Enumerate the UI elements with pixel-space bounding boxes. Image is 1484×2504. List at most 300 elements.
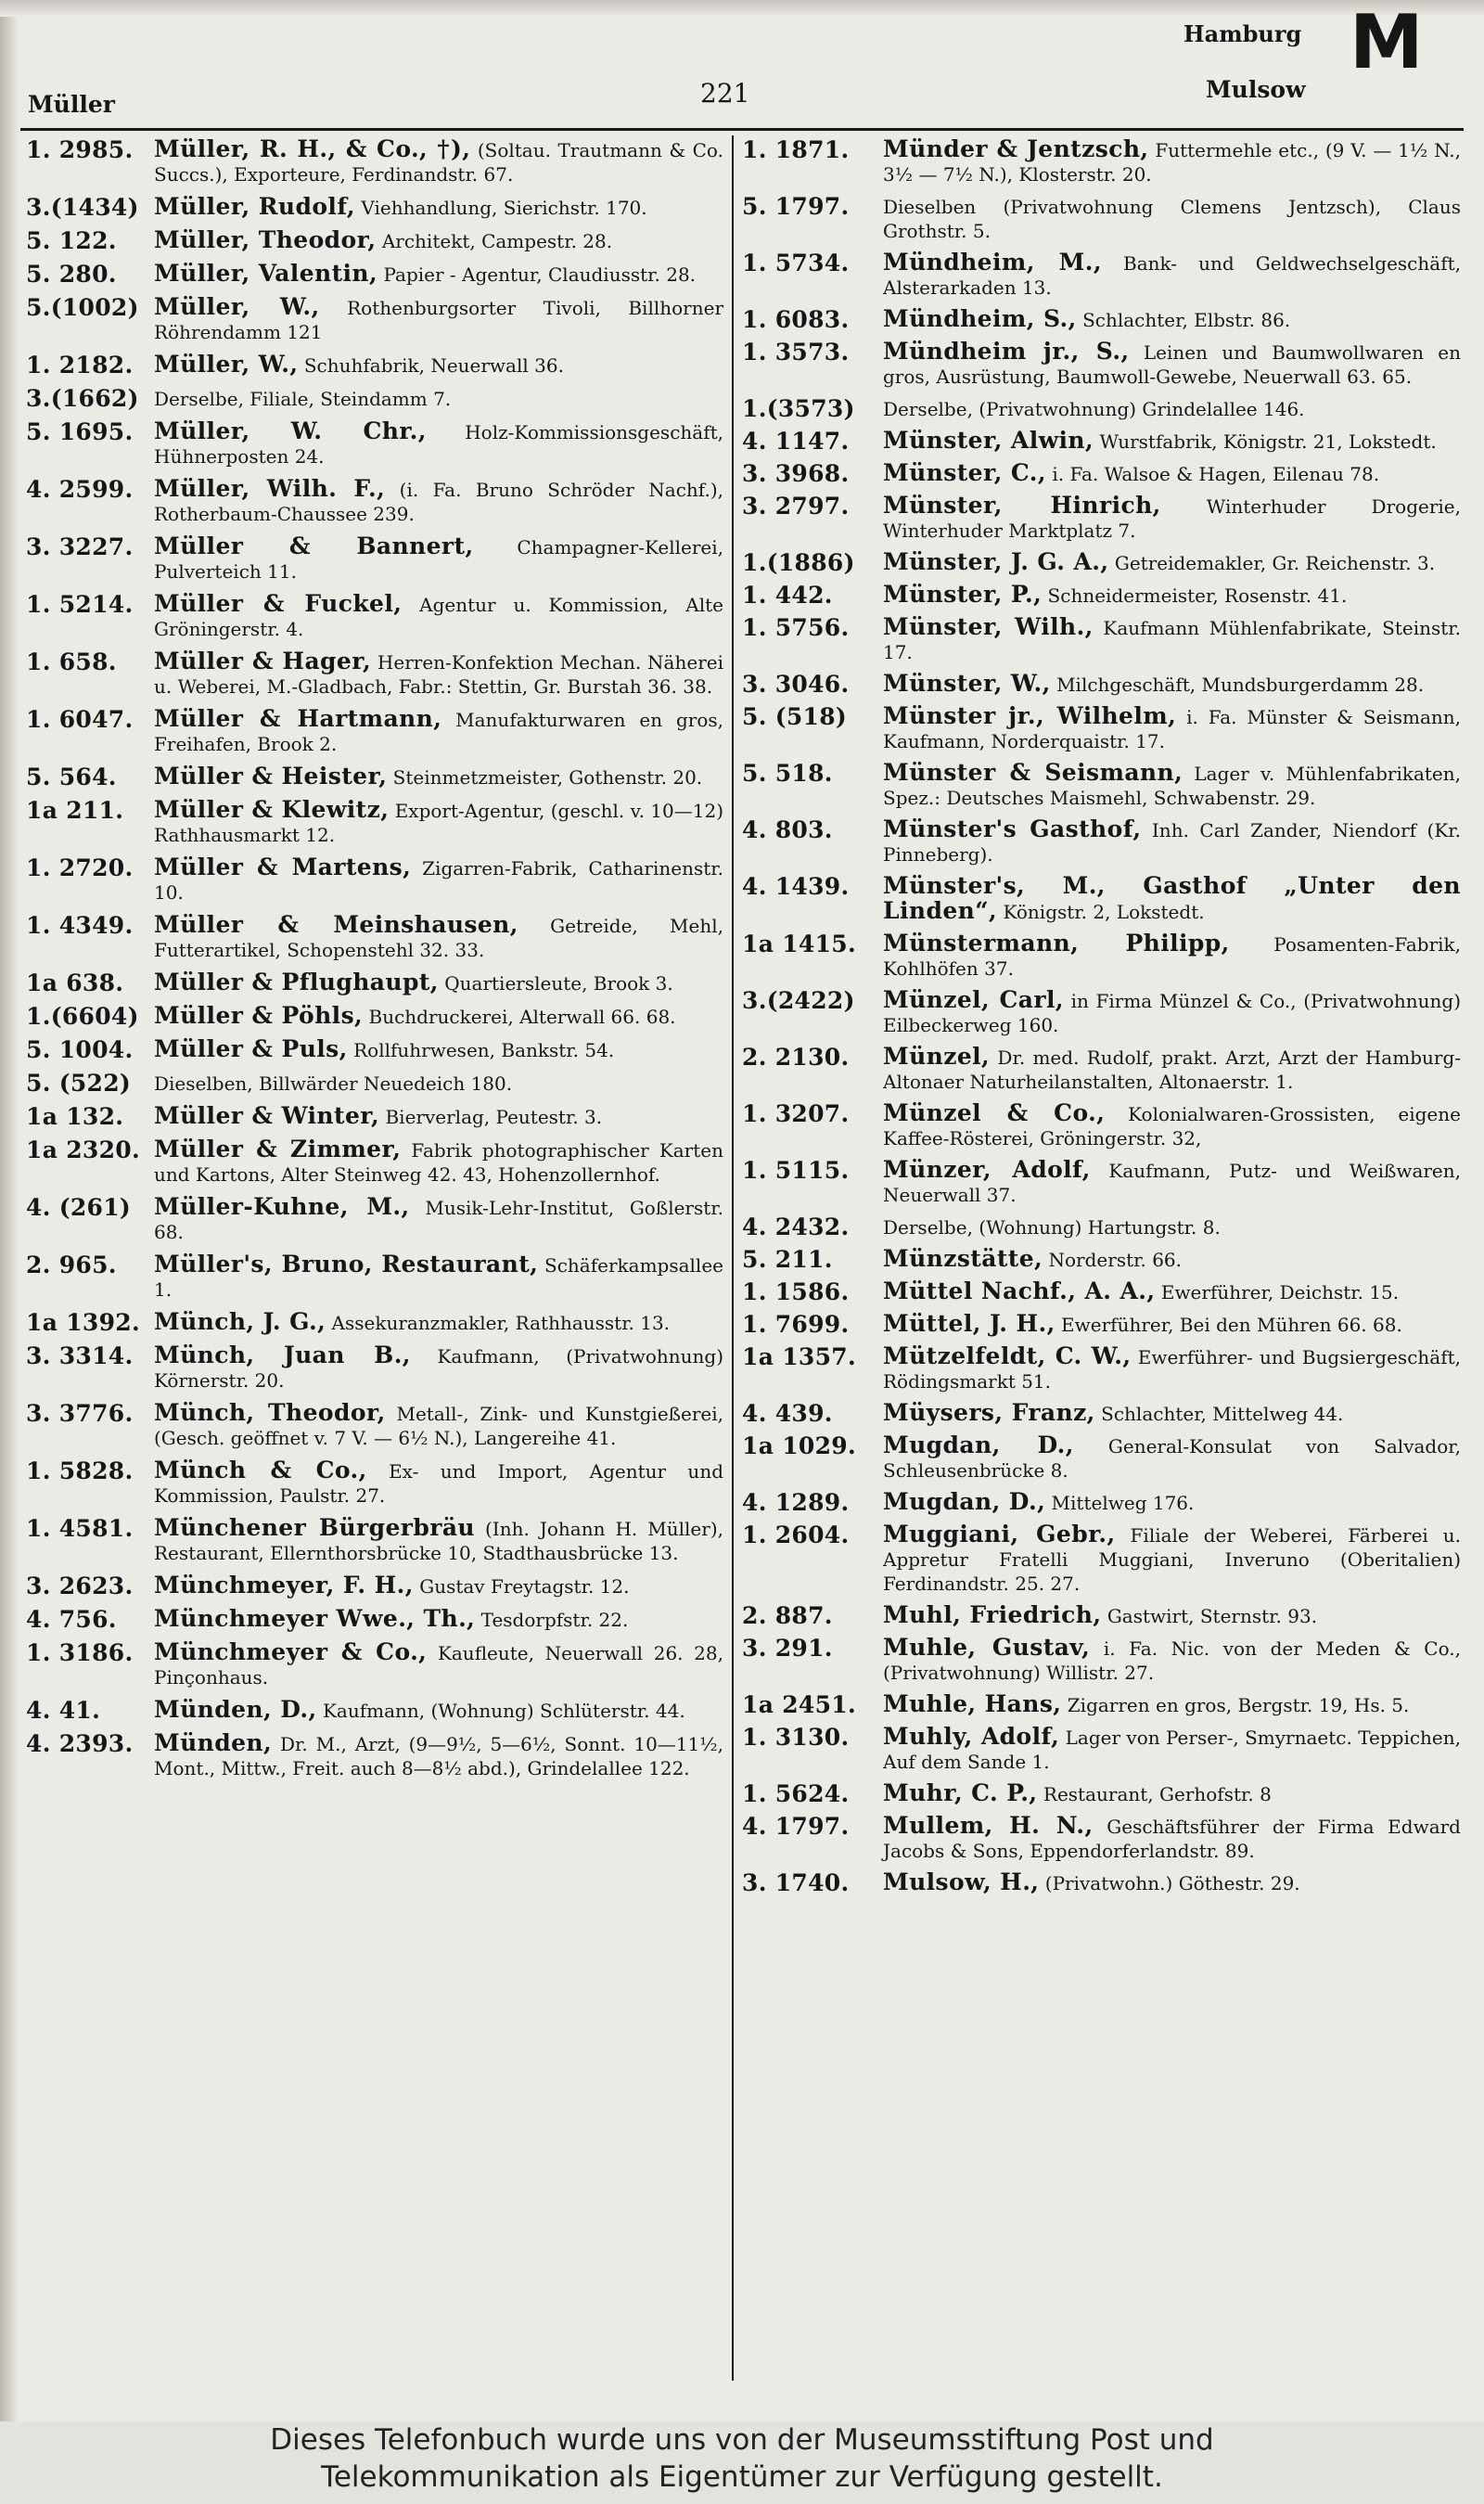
subscriber-name: Müttel Nachf., A. A.,: [883, 1278, 1156, 1304]
entry-details: Ewerführer, Deichstr. 15.: [1155, 1281, 1400, 1303]
directory-entry: [26, 649, 723, 699]
entry-text: [154, 477, 723, 526]
directory-entry: [26, 1137, 723, 1187]
phone-number: 1. 5214.: [26, 591, 134, 618]
phone-number: 3. 2797.: [742, 493, 850, 520]
entry-details: Dieselben (Privatwohnung Clemens Jentzsch), Claus Grothstr. 5.: [883, 196, 1461, 242]
entry-details: Dr. med. Rudolf, prakt. Arzt, Arzt der Hamburg-Altonaer Naturheilanstalten, Altonaerstr. 1.: [883, 1047, 1461, 1093]
directory-entry: [26, 353, 723, 378]
phone-number: 3. 3968.: [742, 460, 850, 487]
subscriber-name: Münch, Juan B.,: [154, 1342, 411, 1368]
phone-number: 5. 518.: [742, 760, 833, 787]
directory-entry: [742, 461, 1461, 486]
directory-entry: [742, 396, 1461, 421]
entry-text: [154, 1698, 723, 1723]
entry-details: Norderstr. 66.: [1043, 1249, 1182, 1271]
entry-text: [154, 295, 723, 344]
entry-details: Dr. M., Arzt, (9—9½, 5—6½, Sonnt. 10—11½, Mont., Mittw., Freit. auch 8—8½ abd.), Grindelallee 122.: [154, 1733, 723, 1779]
phone-number: 1. 5734.: [742, 250, 850, 276]
phone-number: 1.(3573): [742, 395, 855, 422]
directory-entry: [26, 1037, 723, 1062]
subscriber-name: Münster jr., Wilhelm,: [883, 702, 1177, 729]
directory-entry: [742, 340, 1461, 389]
subscriber-name: Müller, Valentin,: [154, 260, 378, 287]
subscriber-name: Münch & Co.,: [154, 1457, 367, 1483]
directory-entry: [26, 1573, 723, 1599]
subscriber-name: Münster & Seismann,: [883, 759, 1183, 786]
directory-entry: [742, 137, 1461, 186]
directory-entry: [742, 1603, 1461, 1628]
subscriber-name: Muhl, Friedrich,: [883, 1601, 1102, 1628]
phone-number: 1. 2985.: [26, 136, 134, 163]
entry-text: [883, 194, 1461, 243]
entry-text: [154, 707, 723, 756]
entry-details: Mittelweg 176.: [1045, 1492, 1195, 1514]
entry-text: [883, 1401, 1461, 1426]
directory-entry: [26, 262, 723, 287]
directory-entry: [742, 931, 1461, 981]
directory-entry: [742, 1158, 1461, 1207]
entry-text: [154, 970, 723, 995]
subscriber-name: Müller-Kuhne, M.,: [154, 1193, 410, 1220]
directory-entry: [742, 1781, 1461, 1806]
subscriber-name: Müller & Hager,: [154, 648, 372, 674]
phone-number: 1. 4581.: [26, 1515, 134, 1542]
entry-details: Export-Agentur, (geschl. v. 10—12) Rathhausmarkt 12.: [154, 800, 724, 846]
phone-number: 3. 3314.: [26, 1342, 134, 1369]
phone-number: 3.(1662): [26, 385, 139, 412]
entry-text: [883, 1433, 1461, 1483]
entry-text: [154, 1252, 723, 1302]
directory-entry: [26, 1004, 723, 1029]
phone-number: 1. 2604.: [742, 1522, 850, 1548]
directory-entry: [26, 1698, 723, 1723]
subscriber-name: Muhle, Gustav,: [883, 1634, 1091, 1661]
entry-text: [883, 461, 1461, 486]
phone-number: 5. 1695.: [26, 418, 134, 445]
subscriber-name: Müller & Meinshausen,: [154, 911, 518, 938]
entry-text: [154, 1071, 723, 1096]
entry-details: Lager von Perser-, Smyrnaetc. Teppichen, Auf dem Sande 1.: [883, 1727, 1462, 1773]
entry-details: Schäferkampsallee 1.: [154, 1254, 723, 1301]
phone-number: 5. (518): [742, 703, 848, 730]
directory-entry: [742, 194, 1461, 243]
subscriber-name: Mugdan, D.,: [883, 1432, 1074, 1458]
entry-details: (i. Fa. Bruno Schröder Nachf.), Rotherbaum-Chaussee 239.: [154, 479, 723, 525]
entry-details: Winterhuder Drogerie, Winterhuder Marktplatz 7.: [883, 495, 1461, 542]
entry-details: (Privatwohn.) Göthestr. 29.: [1039, 1872, 1300, 1894]
entry-text: [154, 913, 723, 962]
entry-details: Fabrik photographischer Karten und Kartons, Alter Steinweg 42. 43, Hohenzollernhof.: [154, 1139, 723, 1186]
entry-details: Filiale der Weberei, Färberei u. Appretur Fratelli Muggiani, Inveruno (Oberitalien) Ferdinandstr. 25. 27.: [883, 1524, 1461, 1595]
entry-details: Tesdorpfstr. 22.: [475, 1609, 629, 1631]
entry-text: [154, 386, 723, 411]
phone-number: 4. 803.: [742, 816, 833, 843]
entry-details: Schuhfabrik, Neuerwall 36.: [298, 354, 564, 377]
entry-details: i. Fa. Nic. von der Meden & Co., (Privatwohnung) Willistr. 27.: [883, 1637, 1461, 1684]
entry-text: [154, 1607, 723, 1632]
subscriber-name: Müller, Theodor,: [154, 226, 377, 253]
entry-text: [883, 1692, 1461, 1717]
footer-notice: [0, 2421, 1484, 2504]
directory-entry: [742, 1214, 1461, 1239]
subscriber-name: Münzstätte,: [883, 1245, 1043, 1272]
phone-number: 1. 1586.: [742, 1278, 850, 1305]
page-top-shadow: [0, 0, 1484, 17]
subscriber-name: Münchmeyer & Co.,: [154, 1638, 428, 1665]
subscriber-name: Mulsow, H.,: [883, 1868, 1040, 1895]
entry-details: Holz-Kommissionsgeschäft, Hühnerposten 24.: [154, 421, 723, 468]
directory-entry: [742, 1247, 1461, 1272]
subscriber-name: Münzel & Co.,: [883, 1099, 1106, 1126]
phone-number: 5. 564.: [26, 764, 117, 790]
subscriber-name: Münster, P.,: [883, 581, 1043, 608]
entry-details: Assekuranzmakler, Rathhausstr. 13.: [326, 1312, 671, 1334]
subscriber-name: Münzel, Carl,: [883, 986, 1064, 1013]
directory-entry: [742, 1401, 1461, 1426]
directory-entry: [742, 1725, 1461, 1774]
directory-entry: [742, 1279, 1461, 1304]
entry-text: [154, 262, 723, 287]
directory-entry: [742, 1433, 1461, 1483]
entry-details: Königstr. 2, Lokstedt.: [997, 901, 1205, 923]
phone-number: 1. 5624.: [742, 1780, 850, 1807]
subscriber-name: Münden, D.,: [154, 1696, 317, 1723]
entry-text: [154, 764, 723, 790]
directory-entry: [26, 970, 723, 995]
directory-entry: [26, 1516, 723, 1565]
phone-number: 5. 280.: [26, 261, 117, 288]
entry-details: General-Konsulat von Salvador, Schleusenbrücke 8.: [883, 1435, 1461, 1482]
entry-text: [154, 137, 723, 186]
phone-number: 1a 638.: [26, 969, 124, 996]
phone-number: 1. 5756.: [742, 614, 850, 641]
phone-number: 1. 442.: [742, 582, 833, 609]
phone-number: 1. 7699.: [742, 1311, 850, 1338]
phone-number: 5. 122.: [26, 227, 117, 254]
phone-number: 2. 887.: [742, 1602, 833, 1629]
entry-details: Rothenburgsorter Tivoli, Billhorner Röhrendamm 121: [154, 297, 724, 343]
phone-number: 1. 3207.: [742, 1100, 850, 1127]
entry-text: [883, 429, 1461, 454]
entry-details: Zigarren en gros, Bergstr. 19, Hs. 5.: [1061, 1694, 1410, 1716]
directory-entry: [26, 534, 723, 584]
subscriber-name: Müller & Pöhls,: [154, 1002, 364, 1029]
subscriber-name: Müller & Zimmer,: [154, 1136, 402, 1162]
directory-entry: [26, 707, 723, 756]
phone-number: 1a 1029.: [742, 1432, 856, 1459]
entry-details: Futtermehle etc., (9 V. — 1½ N., 3½ — 7½ N.), Klosterstr. 20.: [883, 139, 1462, 186]
phone-number: 2. 965.: [26, 1252, 117, 1278]
subscriber-name: Münster's Gasthof,: [883, 815, 1142, 842]
entry-details: Ex- und Import, Agentur und Kommission, Paulstr. 27.: [154, 1460, 723, 1507]
directory-entry: [26, 1607, 723, 1632]
directory-entry: [26, 1252, 723, 1302]
entry-details: Quartiersleute, Brook 3.: [438, 972, 673, 995]
directory-entry: [26, 137, 723, 186]
phone-number: 1. 6083.: [742, 306, 850, 333]
entry-details: Lager v. Mühlenfabrikaten, Spez.: Deutsches Maismehl, Schwabenstr. 29.: [883, 763, 1461, 809]
entry-details: in Firma Münzel & Co., (Privatwohnung) Eilbeckerweg 160.: [883, 990, 1461, 1036]
directory-entry: [742, 874, 1461, 924]
subscriber-name: Müller & Puls,: [154, 1035, 348, 1062]
directory-entry: [26, 1310, 723, 1335]
entry-text: [154, 1004, 723, 1029]
section-letter: M: [1350, 0, 1424, 85]
subscriber-name: Müller, R. H., & Co., †),: [154, 135, 471, 162]
entry-text: [883, 550, 1461, 575]
entry-text: [883, 1158, 1461, 1207]
directory-entry: [26, 477, 723, 526]
phone-number: 1. 3573.: [742, 339, 850, 366]
entry-details: Wurstfabrik, Königstr. 21, Lokstedt.: [1094, 430, 1437, 453]
subscriber-name: Müller & Bannert,: [154, 533, 474, 559]
entry-details: Zigarren-Fabrik, Catharinenstr. 10.: [154, 857, 723, 904]
subscriber-name: Münchener Bürgerbräu: [154, 1514, 475, 1541]
entry-details: Schlachter, Elbstr. 86.: [1076, 309, 1291, 331]
entry-text: [883, 396, 1461, 421]
phone-number: 3.(1434): [26, 194, 139, 221]
entry-text: [883, 1781, 1461, 1806]
directory-entry: [742, 1522, 1461, 1596]
subscriber-name: Münster, Hinrich,: [883, 492, 1161, 519]
entry-details: Agentur u. Kommission, Alte Gröningerstr. 4.: [154, 594, 723, 640]
entry-text: [883, 340, 1461, 389]
directory-entry: [26, 913, 723, 962]
directory-entry: [742, 1870, 1461, 1895]
phone-number: 1a 2451.: [742, 1691, 856, 1718]
entry-text: [883, 988, 1461, 1037]
entry-text: [154, 798, 723, 847]
directory-entry: [742, 1045, 1461, 1094]
entry-details: Kaufmann, (Privatwohnung) Körnerstr. 20.: [154, 1345, 723, 1392]
subscriber-name: Münch, J. G.,: [154, 1308, 326, 1335]
entry-text: [883, 1603, 1461, 1628]
entry-details: Champagner-Kellerei, Pulverteich 11.: [154, 536, 723, 583]
directory-entry: [26, 798, 723, 847]
entry-details: Ewerführer- und Bugsiergeschäft, Rödingsmarkt 51.: [883, 1346, 1461, 1393]
directory-entry: [26, 1401, 723, 1450]
directory-entry: [26, 195, 723, 220]
phone-number: 1a 132.: [26, 1103, 124, 1130]
phone-number: 5. 1004.: [26, 1036, 134, 1063]
phone-number: 5. 1797.: [742, 193, 850, 220]
entry-text: [154, 1195, 723, 1244]
entry-details: Metall-, Zink- und Kunstgießerei, (Gesch. geöffnet v. 7 V. — 6½ N.), Langereihe 41.: [154, 1403, 724, 1449]
entry-text: [883, 672, 1461, 697]
subscriber-name: Muggiani, Gebr.,: [883, 1521, 1116, 1547]
entry-details: Herren-Konfektion Mechan. Näherei u. Weberei, M.-Gladbach, Fabr.: Stettin, Gr. Burstah 36. 38.: [154, 651, 723, 698]
entry-text: [883, 615, 1461, 664]
entry-text: [154, 419, 723, 469]
entry-text: [154, 649, 723, 699]
entry-text: [883, 817, 1461, 867]
entry-details: Schneidermeister, Rosenstr. 41.: [1042, 584, 1348, 607]
entry-text: [883, 1279, 1461, 1304]
entry-text: [883, 1522, 1461, 1596]
subscriber-name: Mündheim jr., S.,: [883, 338, 1130, 365]
entry-text: [154, 1343, 723, 1393]
phone-number: 1. 2182.: [26, 352, 134, 379]
directory-entry: [26, 1458, 723, 1508]
directory-entry: [742, 1490, 1461, 1515]
entry-text: [154, 195, 723, 220]
entry-details: Papier - Agentur, Claudiusstr. 28.: [377, 263, 697, 286]
entry-text: [883, 704, 1461, 753]
subscriber-name: Mullem, H. N.,: [883, 1812, 1094, 1839]
subscriber-name: Müller & Martens,: [154, 854, 412, 880]
subscriber-name: Muhr, C. P.,: [883, 1779, 1038, 1806]
directory-entry: [26, 592, 723, 641]
entry-details: Gastwirt, Sternstr. 93.: [1101, 1605, 1318, 1627]
entry-text: [883, 761, 1461, 810]
phone-number: 1a 1357.: [742, 1343, 856, 1370]
phone-number: 3. 291.: [742, 1635, 833, 1662]
phone-number: 1. 2720.: [26, 854, 134, 881]
subscriber-name: Münster, C.,: [883, 459, 1046, 486]
subscriber-name: Müttel, J. H.,: [883, 1310, 1055, 1337]
running-head-city: Hamburg: [1183, 20, 1302, 47]
entry-details: (Soltau. Trautmann & Co. Succs.), Exporteure, Ferdinandstr. 67.: [154, 139, 723, 186]
entry-text: [154, 1516, 723, 1565]
directory-entry: [742, 817, 1461, 867]
entry-text: [154, 1310, 723, 1335]
entry-text: [154, 228, 723, 253]
phone-number: 4. 41.: [26, 1697, 101, 1724]
subscriber-name: Müller & Heister,: [154, 763, 388, 790]
entry-details: Kaufleute, Neuerwall 26. 28, Pinçonhaus.: [154, 1642, 723, 1689]
entry-details: Dieselben, Billwärder Neuedeich 180.: [154, 1072, 513, 1095]
phone-number: 1. 1871.: [742, 136, 850, 163]
phone-number: 1a 2320.: [26, 1136, 140, 1163]
running-head-name: Müller: [28, 91, 115, 118]
subscriber-name: Müller, W. Chr.,: [154, 417, 427, 444]
phone-number: 4. 2599.: [26, 476, 134, 503]
subscriber-name: Muhle, Hans,: [883, 1690, 1062, 1717]
directory-entry: [26, 764, 723, 790]
subscriber-name: Münster's, M., Gasthof „Unter den Linden“,: [883, 872, 1461, 924]
entry-details: Milchgeschäft, Mundsburgerdamm 28.: [1050, 674, 1425, 696]
entry-details: Architekt, Campestr. 28.: [376, 230, 613, 252]
directory-entry: [26, 228, 723, 253]
entry-details: Buchdruckerei, Alterwall 66. 68.: [363, 1006, 676, 1028]
directory-entry: [26, 419, 723, 469]
directory-entry: [742, 250, 1461, 300]
entry-text: [154, 1573, 723, 1599]
column-divider: [732, 135, 734, 2381]
entry-text: [154, 1640, 723, 1689]
phone-number: 4. 1439.: [742, 873, 850, 900]
directory-entry: [742, 704, 1461, 753]
phone-number: 5.(1002): [26, 294, 139, 321]
entry-text: [154, 534, 723, 584]
phone-number: 1a 211.: [26, 797, 124, 824]
entry-details: Derselbe, Filiale, Steindamm 7.: [154, 388, 452, 410]
directory-entry: [26, 1195, 723, 1244]
entry-text: [154, 855, 723, 905]
phone-number: 3. 3227.: [26, 533, 134, 560]
entry-details: Geschäftsführer der Firma Edward Jacobs & Sons, Eppendorferlandstr. 89.: [883, 1816, 1461, 1862]
entry-text: [154, 353, 723, 378]
directory-entry: [26, 1104, 723, 1129]
entry-text: [883, 1725, 1461, 1774]
directory-entry: [26, 855, 723, 905]
directory-entry: [742, 988, 1461, 1037]
phone-number: 4. 2432.: [742, 1213, 850, 1240]
subscriber-name: Münster, J. G. A.,: [883, 548, 1109, 575]
entry-details: Inh. Carl Zander, Niendorf (Kr. Pinneberg).: [883, 819, 1461, 866]
subscriber-name: Münder & Jentzsch,: [883, 135, 1149, 162]
subscriber-name: Müller, Wilh. F.,: [154, 475, 386, 502]
directory-entry: [26, 386, 723, 411]
entry-details: Manufakturwaren en gros, Freihafen, Brook 2.: [154, 709, 723, 755]
entry-text: [883, 1312, 1461, 1337]
entry-details: (Inh. Johann H. Müller), Restaurant, Ellernthorsbrücke 10, Stadthausbrücke 13.: [154, 1518, 723, 1564]
directory-entry: [742, 1101, 1461, 1150]
entry-details: Getreidemakler, Gr. Reichenstr. 3.: [1108, 552, 1436, 574]
subscriber-name: Münch, Theodor,: [154, 1399, 386, 1426]
entry-details: Restaurant, Gerhofstr. 8: [1037, 1783, 1272, 1805]
subscriber-name: Mützelfeldt, C. W.,: [883, 1342, 1132, 1369]
phone-number: 3.(2422): [742, 987, 855, 1014]
phone-number: 4. 1147.: [742, 428, 850, 455]
entry-text: [883, 137, 1461, 186]
entry-details: Bierverlag, Peutestr. 3.: [379, 1106, 603, 1128]
directory-entry: [742, 1312, 1461, 1337]
phone-number: 3. 3776.: [26, 1400, 134, 1427]
entry-text: [883, 494, 1461, 543]
running-head-range: Mulsow: [1206, 76, 1306, 103]
phone-number: 3. 3046.: [742, 671, 850, 698]
subscriber-name: Münzer, Adolf,: [883, 1156, 1091, 1183]
header-rule: [20, 128, 1464, 131]
entry-text: [883, 583, 1461, 608]
phone-number: 1. 3186.: [26, 1639, 134, 1666]
directory-entry: [26, 1343, 723, 1393]
phone-number: 1a 1415.: [742, 931, 856, 957]
directory-entry: [742, 429, 1461, 454]
entry-text: [883, 931, 1461, 981]
subscriber-name: Müller & Fuckel,: [154, 590, 403, 617]
entry-details: Musik-Lehr-Institut, Goßlerstr. 68.: [154, 1197, 724, 1243]
entry-text: [154, 592, 723, 641]
entry-details: Derselbe, (Privatwohnung) Grindelallee 146.: [883, 398, 1305, 420]
phone-number: 4. 2393.: [26, 1730, 134, 1757]
entry-details: Derselbe, (Wohnung) Hartungstr. 8.: [883, 1216, 1221, 1239]
entry-text: [883, 1045, 1461, 1094]
subscriber-name: Müller & Klewitz,: [154, 796, 390, 823]
subscriber-name: Mündheim, M.,: [883, 249, 1102, 276]
footer-line-1: Dieses Telefonbuch wurde uns von der Museumsstiftung Post und: [270, 2423, 1214, 2457]
directory-entry: [742, 550, 1461, 575]
entry-text: [883, 1214, 1461, 1239]
footer-line-2: Telekommunikation als Eigentümer zur Verfügung gestellt.: [321, 2460, 1163, 2494]
directory-entry: [742, 583, 1461, 608]
entry-text: [883, 307, 1461, 332]
entry-details: Leinen und Baumwollwaren en gros, Ausrüstung, Baumwoll-Gewebe, Neuerwall 63. 65.: [883, 341, 1461, 388]
subscriber-name: Münster, W.,: [883, 670, 1051, 697]
subscriber-name: Müller & Pflughaupt,: [154, 969, 439, 995]
phone-number: 3. 1740.: [742, 1869, 850, 1896]
entry-text: [883, 1814, 1461, 1863]
phone-number: 1. 5828.: [26, 1457, 134, 1484]
phone-number: 2. 2130.: [742, 1044, 850, 1071]
subscriber-name: Müller, Rudolf,: [154, 193, 356, 220]
entry-text: [883, 1490, 1461, 1515]
phone-number: 1. 6047.: [26, 706, 134, 733]
directory-entry: [742, 672, 1461, 697]
phone-number: 1. 5115.: [742, 1157, 850, 1184]
